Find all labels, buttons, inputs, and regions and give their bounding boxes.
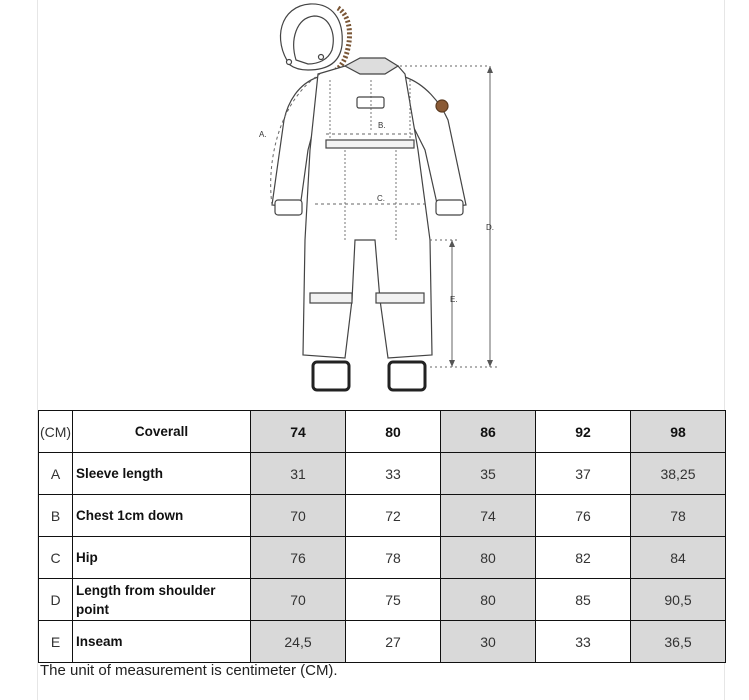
value-cell: 70 <box>251 579 346 621</box>
bib-panel <box>326 140 414 148</box>
value-cell: 33 <box>536 621 631 663</box>
unit-header-cell: (CM) <box>39 411 73 453</box>
row-code-cell: B <box>39 495 73 537</box>
value-cell: 78 <box>631 495 726 537</box>
value-cell: 30 <box>441 621 536 663</box>
value-cell: 80 <box>441 579 536 621</box>
row-code-cell: E <box>39 621 73 663</box>
size-header-cell: 74 <box>251 411 346 453</box>
value-cell: 82 <box>536 537 631 579</box>
sleeve-patch-icon <box>436 100 448 112</box>
right-knee-panel <box>376 293 424 303</box>
value-cell: 31 <box>251 453 346 495</box>
value-cell: 33 <box>346 453 441 495</box>
measurement-label-cell: Sleeve length <box>73 453 251 495</box>
size-header-cell: 86 <box>441 411 536 453</box>
value-cell: 24,5 <box>251 621 346 663</box>
table-row <box>39 579 726 621</box>
product-header-cell: Coverall <box>73 411 251 453</box>
value-cell: 78 <box>346 537 441 579</box>
label-e: E. <box>450 295 458 304</box>
measurement-label-cell: Chest 1cm down <box>73 495 251 537</box>
value-cell: 37 <box>536 453 631 495</box>
value-cell: 27 <box>346 621 441 663</box>
value-cell: 74 <box>441 495 536 537</box>
size-header-cell: 92 <box>536 411 631 453</box>
measurement-label-cell: Length from shoulder point <box>73 579 251 621</box>
row-code-cell: A <box>39 453 73 495</box>
label-a: A. <box>259 130 267 139</box>
table-header-row <box>39 411 726 453</box>
value-cell: 76 <box>251 537 346 579</box>
measurement-label-cell: Hip <box>73 537 251 579</box>
value-cell: 72 <box>346 495 441 537</box>
unit-footnote: The unit of measurement is centimeter (CM). <box>40 662 338 679</box>
chest-pocket <box>357 97 384 108</box>
size-chart-table <box>38 410 726 663</box>
size-header-cell: 98 <box>631 411 726 453</box>
value-cell: 84 <box>631 537 726 579</box>
label-d: D. <box>486 223 494 232</box>
size-header-cell: 80 <box>346 411 441 453</box>
measurement-label-cell: Inseam <box>73 621 251 663</box>
value-cell: 35 <box>441 453 536 495</box>
left-cuff <box>275 200 302 215</box>
left-leg-cuff <box>313 362 349 390</box>
left-knee-panel <box>310 293 352 303</box>
table-row <box>39 453 726 495</box>
row-code-cell: C <box>39 537 73 579</box>
row-code-cell: D <box>39 579 73 621</box>
value-cell: 70 <box>251 495 346 537</box>
right-leg-cuff <box>389 362 425 390</box>
value-cell: 75 <box>346 579 441 621</box>
value-cell: 85 <box>536 579 631 621</box>
hood-illustration <box>280 4 349 70</box>
value-cell: 36,5 <box>631 621 726 663</box>
value-cell: 76 <box>536 495 631 537</box>
right-cuff <box>436 200 463 215</box>
value-cell: 90,5 <box>631 579 726 621</box>
table-row <box>39 537 726 579</box>
label-c: C. <box>377 194 385 203</box>
value-cell: 80 <box>441 537 536 579</box>
value-cell: 38,25 <box>631 453 726 495</box>
table-row <box>39 495 726 537</box>
table-row <box>39 621 726 663</box>
label-b: B. <box>378 121 386 130</box>
